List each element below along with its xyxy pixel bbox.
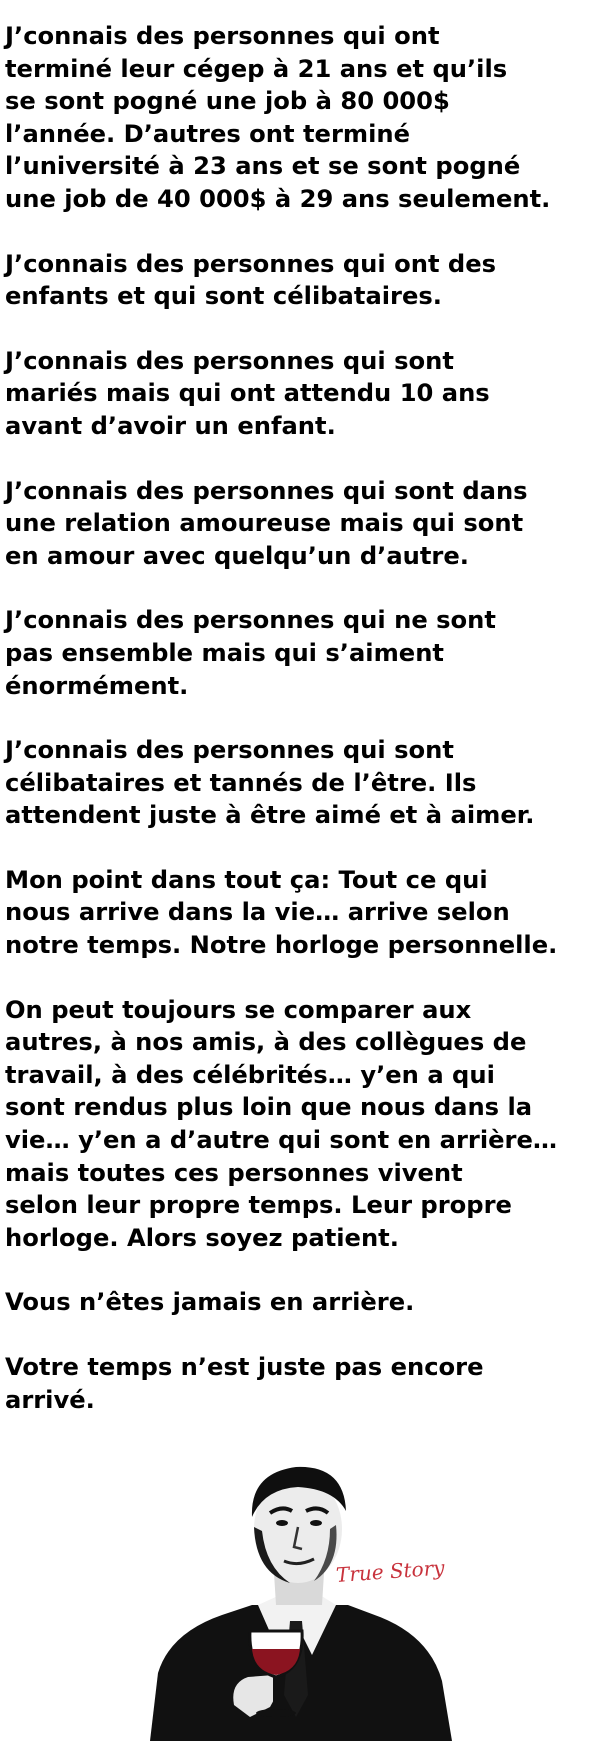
paragraph-line: se sont pogné une job à 80 000$ (5, 87, 450, 116)
paragraph-line: J’connais des personnes qui ne sont (5, 606, 496, 635)
paragraph-line: horloge. Alors soyez patient. (5, 1223, 399, 1252)
paragraph-line: avant d’avoir un enfant. (5, 411, 336, 440)
paragraph-line: J’connais des personnes qui sont (5, 736, 454, 765)
paragraph-10 (5, 1351, 597, 1416)
eye-shape (276, 1520, 288, 1526)
paragraph-line: nous arrive dans la vie… arrive selon (5, 898, 510, 927)
paragraph-line: attendent juste à être aimé et à aimer. (5, 801, 535, 830)
paragraph-8 (5, 994, 597, 1255)
paragraph-9 (5, 1286, 597, 1319)
paragraph-2 (5, 248, 597, 313)
paragraph-line: autres, à nos amis, à des collègues de (5, 1028, 527, 1057)
paragraph-line: Mon point dans tout ça: Tout ce qui (5, 865, 488, 894)
true-story-stamp: True Story (335, 1555, 446, 1588)
paragraph-line: Votre temps n’est juste pas encore (5, 1353, 484, 1381)
paragraph-line: mais toutes ces personnes vivent (5, 1158, 463, 1187)
paragraph-line: énormément. (5, 671, 189, 700)
paragraph-line: terminé leur cégep à 21 ans et qu’ils (5, 54, 508, 83)
man-with-wine-glass-illustration (130, 1455, 470, 1741)
eye-shape (310, 1520, 322, 1526)
paragraph-line: pas ensemble mais qui s’aiment (5, 638, 444, 667)
paragraph-1 (5, 20, 597, 216)
paragraph-line: arrivé. (5, 1385, 95, 1414)
paragraph-5 (5, 604, 597, 702)
paragraph-line: J’connais des personnes qui ont (5, 22, 440, 50)
paragraph-line: mariés mais qui ont attendu 10 ans (5, 379, 490, 408)
paragraph-3 (5, 345, 597, 443)
paragraph-line: célibataires et tannés de l’être. Ils (5, 768, 477, 797)
paragraph-6 (5, 734, 597, 832)
paragraph-line: notre temps. Notre horloge personnelle. (5, 931, 558, 960)
paragraph-line: une relation amoureuse mais qui sont (5, 509, 524, 538)
wine-glass-base-shape (256, 1709, 296, 1717)
wine-glass-stem-shape (273, 1677, 279, 1711)
paragraph-line: vie… y’en a d’autre qui sont en arrière… (5, 1126, 558, 1155)
paragraph-line: selon leur propre temps. Leur propre (5, 1191, 512, 1220)
paragraph-line: en amour avec quelqu’un d’autre. (5, 541, 469, 570)
paragraph-line: sont rendus plus loin que nous dans la (5, 1093, 533, 1122)
paragraph-7 (5, 864, 597, 962)
paragraph-line: l’année. D’autres ont terminé (5, 119, 411, 148)
paragraph-line: l’université à 23 ans et se sont pogné (5, 152, 521, 181)
paragraph-4 (5, 475, 597, 573)
paragraph-line: J’connais des personnes qui sont (5, 346, 454, 375)
paragraph-line: enfants et qui sont célibataires. (5, 282, 442, 311)
paragraph-line: Vous n’êtes jamais en arrière. (5, 1288, 415, 1317)
paragraph-line: J’connais des personnes qui sont dans (5, 476, 528, 505)
paragraph-line: J’connais des personnes qui ont des (5, 249, 497, 278)
paragraph-line: travail, à des célébrités… y’en a qui (5, 1060, 495, 1089)
paragraph-line: une job de 40 000$ à 29 ans seulement. (5, 184, 551, 213)
paragraph-line: On peut toujours se comparer aux (5, 995, 472, 1024)
text-block (5, 20, 597, 1448)
